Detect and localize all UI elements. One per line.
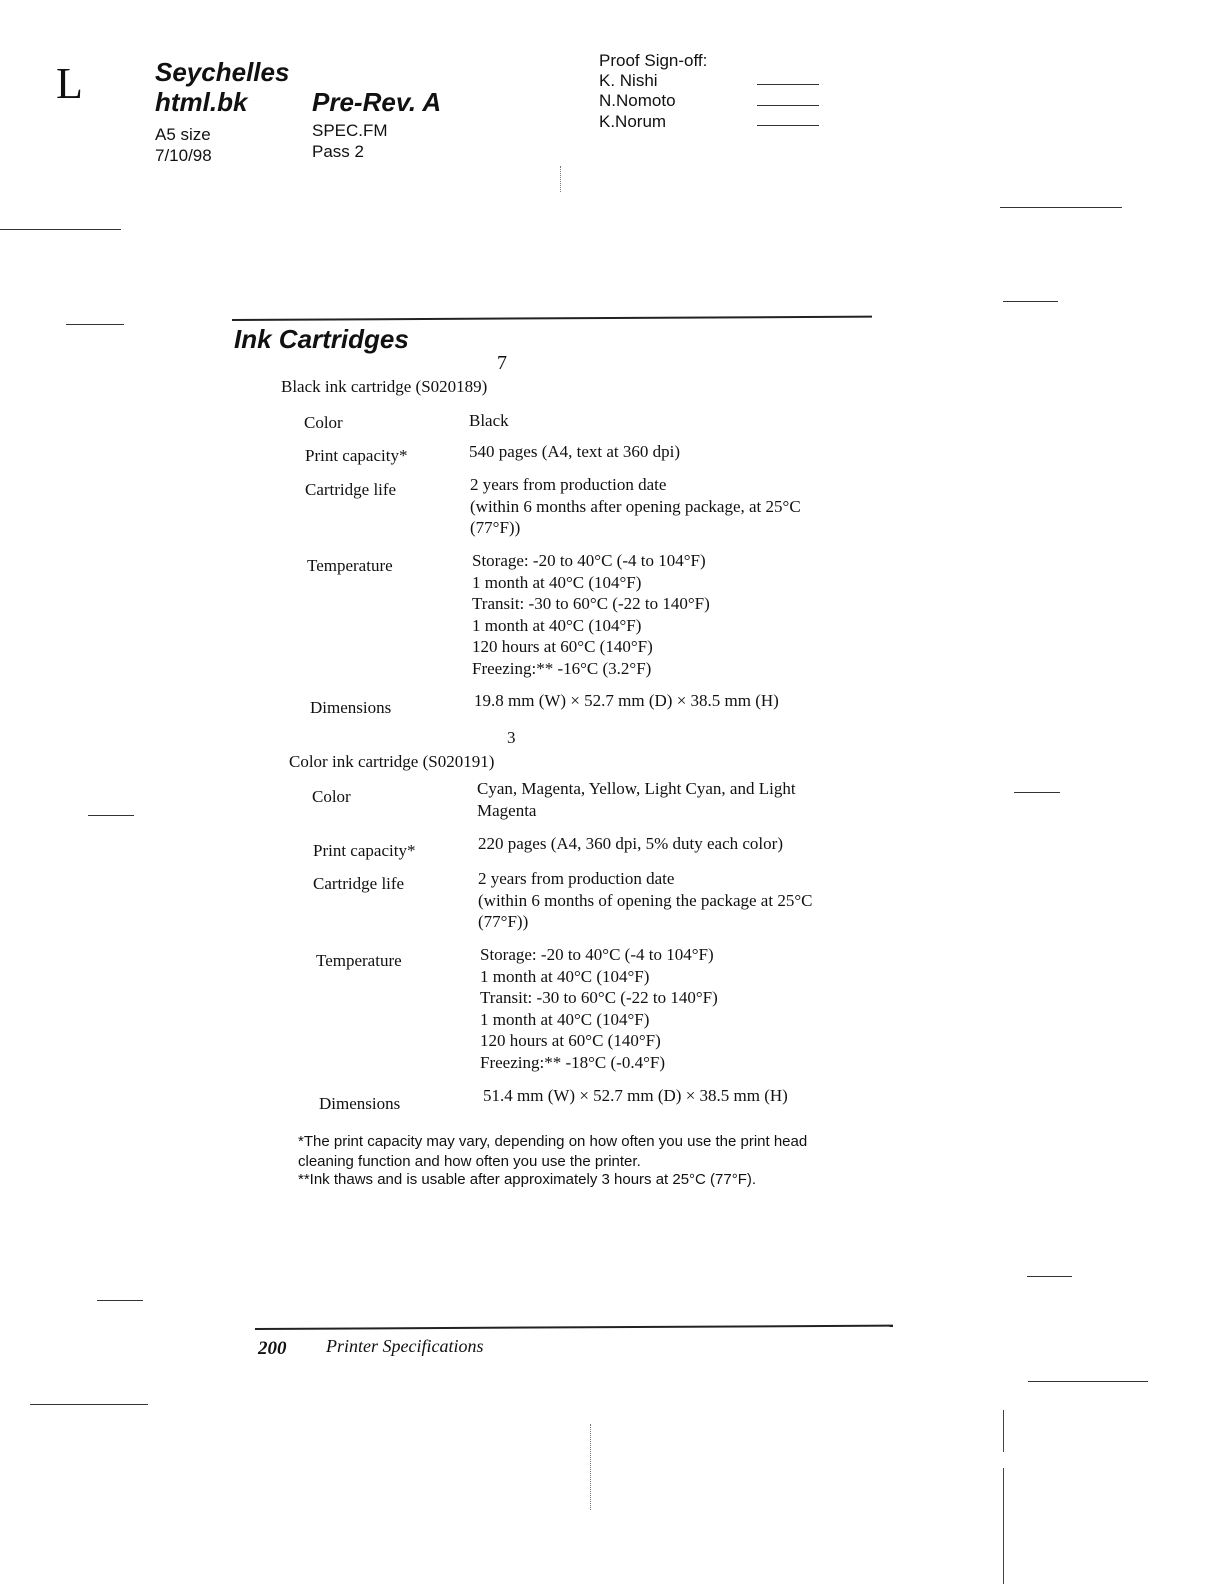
- crop-mark: [97, 1300, 143, 1301]
- crop-mark: [0, 229, 121, 230]
- spec-label-cartridge-life: Cartridge life: [305, 480, 397, 499]
- page-number: 200: [258, 1338, 287, 1359]
- section-title: Ink Cartridges: [234, 324, 409, 354]
- book-title-line1: Seychelles: [155, 57, 290, 87]
- pass-label: Pass 2: [312, 142, 364, 161]
- header-date: 7/10/98: [155, 146, 212, 165]
- spec-label-color: Color: [304, 413, 343, 432]
- center-mark: [560, 166, 561, 192]
- proof-name: K. Nishi: [599, 71, 658, 90]
- margin-letter-mark: L: [56, 59, 83, 108]
- revision-label: Pre-Rev. A: [312, 87, 442, 117]
- handwritten-annotation: 7: [497, 352, 507, 374]
- spec-value-cartridge-life: 2 years from production date (within 6 months after opening package, at 25°C (77°F)): [470, 475, 801, 537]
- spec-label-dimensions: Dimensions: [310, 698, 392, 717]
- spec-value-color: Cyan, Magenta, Yellow, Light Cyan, and Light Magenta: [477, 779, 796, 820]
- spec-value-temperature: Storage: -20 to 40°C (-4 to 104°F) 1 month at 40°C (104°F) Transit: -30 to 60°C (-22 to 140°F) 1 month at 40°C (104°F) 120 hours at 60°C (140°F) Freezing:** -16°C (3.2°F): [472, 551, 710, 678]
- signoff-line: [757, 105, 819, 106]
- crop-mark: [1003, 1410, 1004, 1452]
- footer-rule: [255, 1325, 893, 1330]
- spec-value-temperature: Storage: -20 to 40°C (-4 to 104°F) 1 month at 40°C (104°F) Transit: -30 to 60°C (-22 to 140°F) 1 month at 40°C (104°F) 120 hours at 60°C (140°F) Freezing:** -18°C (-0.4°F): [480, 945, 718, 1072]
- spec-label-temperature: Temperature: [307, 556, 393, 575]
- spec-value-cartridge-life: 2 years from production date (within 6 months of opening the package at 25°C (77°F)): [478, 869, 813, 931]
- crop-mark: [88, 815, 134, 816]
- crop-mark: [1027, 1276, 1072, 1277]
- paper-size: A5 size: [155, 125, 211, 144]
- crop-mark: [1003, 301, 1058, 302]
- color-cartridge-title: Color ink cartridge (S020191): [289, 752, 495, 771]
- proof-name: K.Norum: [599, 112, 667, 131]
- crop-mark: [30, 1404, 148, 1405]
- signoff-line: [757, 84, 819, 85]
- proof-signoff-heading: Proof Sign-off:: [599, 51, 708, 70]
- footnote-line: **Ink thaws and is usable after approximately 3 hours at 25°C (77°F).: [298, 1171, 757, 1188]
- handwritten-annotation: 3: [507, 728, 516, 747]
- footnote-line: *The print capacity may vary, depending on how often you use the print head: [298, 1133, 808, 1150]
- spec-value-dimensions: 19.8 mm (W) × 52.7 mm (D) × 38.5 mm (H): [474, 691, 779, 710]
- footer-section-name: Printer Specifications: [326, 1336, 484, 1356]
- spec-label-cartridge-life: Cartridge life: [313, 874, 405, 893]
- spec-value-print-capacity: 540 pages (A4, text at 360 dpi): [469, 442, 681, 461]
- center-mark: [590, 1424, 591, 1510]
- spec-value-dimensions: 51.4 mm (W) × 52.7 mm (D) × 38.5 mm (H): [483, 1086, 788, 1105]
- spec-label-temperature: Temperature: [316, 951, 402, 970]
- crop-mark: [1014, 792, 1060, 793]
- spec-value-print-capacity: 220 pages (A4, 360 dpi, 5% duty each color): [478, 834, 783, 853]
- crop-mark: [66, 324, 124, 325]
- black-cartridge-title: Black ink cartridge (S020189): [281, 377, 488, 396]
- book-title-line2: html.bk: [155, 87, 248, 117]
- footnote-line: cleaning function and how often you use the printer.: [298, 1153, 641, 1170]
- file-name: SPEC.FM: [312, 121, 388, 140]
- spec-label-color: Color: [312, 787, 351, 806]
- spec-label-dimensions: Dimensions: [319, 1094, 401, 1113]
- spec-value-color: Black: [469, 411, 509, 430]
- section-top-rule: [232, 316, 872, 321]
- crop-mark: [1028, 1381, 1148, 1382]
- signoff-line: [757, 125, 819, 126]
- proof-name: N.Nomoto: [599, 91, 676, 110]
- crop-mark: [1003, 1468, 1004, 1584]
- crop-mark: [1000, 207, 1122, 208]
- spec-label-print-capacity: Print capacity*: [305, 446, 408, 465]
- spec-label-print-capacity: Print capacity*: [313, 841, 416, 860]
